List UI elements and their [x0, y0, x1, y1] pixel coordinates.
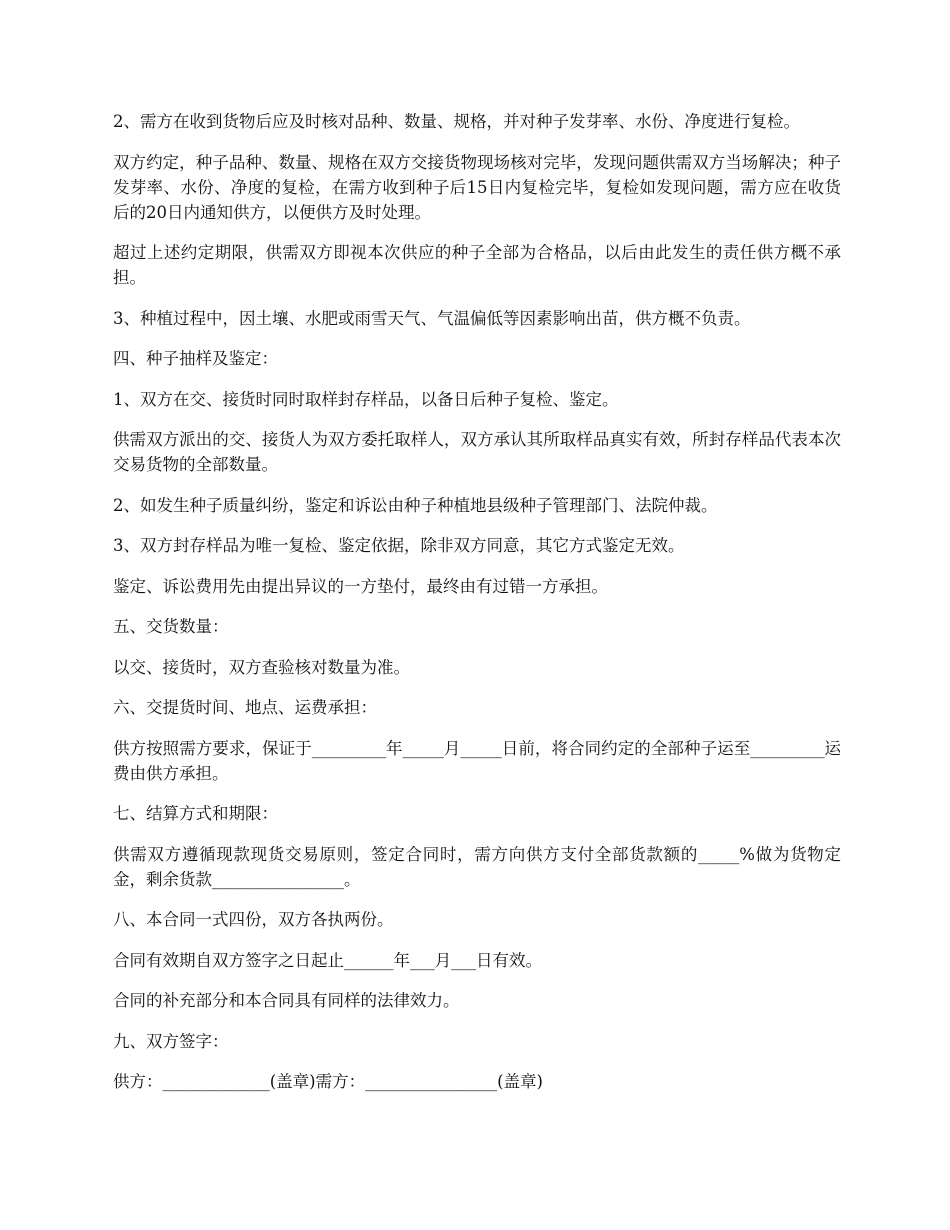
settlement-terms: 供需双方遵循现款现货交易原则，签定合同时，需方向供方支付全部货款额的_____%做为货物定金，剩余货款________________。	[113, 844, 841, 889]
sampling-clause-1: 1、双方在交、接货时同时取样封存样品，以备日后种子复检、鉴定。	[113, 389, 619, 409]
inspection-agreement: 双方约定，种子品种、数量、规格在双方交接货物现场核对完毕，发现问题供需双方当场解决；种子发芽率、水份、净度的复检，在需方收到种子后15日内复检完毕，复检如发现问题，需方应在收货后的20日内通知供方，以便供方及时处理。	[113, 152, 841, 222]
sampling-clause-2: 2、如发生种子质量纠纷，鉴定和诉讼由种子种植地县级种子管理部门、法院仲裁。	[113, 495, 718, 515]
sampling-clause-3: 3、双方封存样品为唯一复检、鉴定依据，除非双方同意，其它方式鉴定无效。	[113, 536, 685, 555]
sampling-agents: 供需双方派出的交、接货人为双方委托取样人，双方承认其所取样品真实有效，所封存样品代表本次交易货物的全部数量。	[113, 430, 841, 474]
section-4-heading: 四、种子抽样及鉴定：	[113, 349, 278, 368]
section-7-heading: 七、结算方式和期限：	[113, 804, 278, 823]
section-9-heading: 九、双方签字：	[113, 1031, 229, 1051]
validity-period: 合同有效期自双方签字之日起止______年___月___日有效。	[113, 950, 542, 970]
delivery-quantity: 以交、接货时，双方查验核对数量为准。	[113, 657, 410, 677]
section-6-heading: 六、交提货时间、地点、运费承担：	[113, 698, 377, 717]
delivery-terms: 供方按照需方要求，保证于_________年_____月_____日前，将合同约定的全部种子运至_________运费由供方承担。	[113, 738, 841, 783]
document-body	[113, 109, 841, 1110]
section-8-heading: 八、本合同一式四份，双方各执两份。	[113, 910, 394, 929]
clause-2-inspection: 2、需方在收到货物后应及时核对品种、数量、规格，并对种子发芽率、水份、净度进行复检。	[113, 112, 800, 131]
supplementary-clause: 合同的补充部分和本合同具有同样的法律效力。	[113, 991, 460, 1010]
litigation-fees: 鉴定、诉讼费用先由提出异议的一方垫付，最终由有过错一方承担。	[113, 576, 608, 596]
signature-line: 供方：_____________(盖章)需方：________________(盖章)	[113, 1072, 543, 1091]
clause-3-planting: 3、种植过程中，因土壤、水肥或雨雪天气、气温偏低等因素影响出苗，供方概不负责。	[113, 308, 751, 328]
section-5-heading: 五、交货数量：	[113, 617, 229, 636]
inspection-deadline: 超过上述约定期限，供需双方即视本次供应的种子全部为合格品，以后由此发生的责任供方概不承担。	[113, 243, 841, 287]
